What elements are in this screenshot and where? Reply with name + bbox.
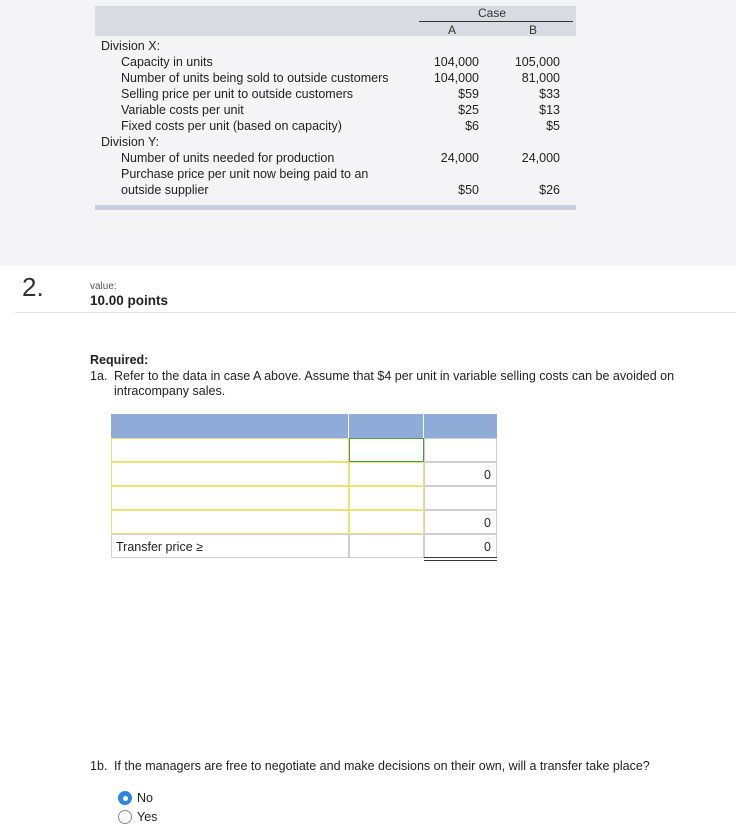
value-a: $59 [458, 87, 479, 101]
value-b: $26 [539, 183, 560, 197]
division-y-label: Division Y: [101, 135, 160, 149]
row-label-continued: outside supplier [121, 183, 209, 197]
divider [15, 312, 736, 313]
radio-option-yes[interactable] [118, 809, 157, 825]
amount-cell [349, 534, 424, 558]
value-b: $5 [546, 119, 560, 133]
question-1a-number: 1a. [90, 369, 108, 383]
total-cell [424, 486, 497, 510]
row-label: Number of units being sold to outside customers [121, 71, 389, 85]
amount-input[interactable] [349, 486, 424, 510]
row-label: Capacity in units [121, 55, 213, 69]
double-underline [424, 557, 497, 558]
label-input[interactable] [111, 438, 349, 462]
value-label: value: [90, 281, 117, 292]
grid-header-cell [424, 414, 497, 438]
radio-label: No [137, 791, 153, 805]
radio-checked-icon[interactable] [118, 791, 132, 805]
value-a: $25 [458, 103, 479, 117]
row-label: Purchase price per unit now being paid to an [121, 167, 369, 181]
value-a: $50 [458, 183, 479, 197]
value-b: $13 [539, 103, 560, 117]
radio-unchecked-icon[interactable] [118, 810, 132, 824]
value-b: 105,000 [514, 55, 560, 69]
label-input[interactable] [111, 462, 349, 486]
question-1b-text: If the managers are free to negotiate and make decisions on their own, will a transfer take place? [114, 759, 650, 773]
value-a: 24,000 [440, 151, 479, 165]
label-input[interactable] [111, 486, 349, 510]
required-heading: Required: [90, 353, 149, 367]
total-cell: 0 [424, 462, 497, 486]
value-a: 104,000 [433, 71, 479, 85]
division-x-label: Division X: [101, 39, 161, 53]
value-b: 24,000 [521, 151, 560, 165]
question-number: 2. [22, 272, 44, 302]
amount-input[interactable] [349, 462, 424, 486]
value-a: 104,000 [433, 55, 479, 69]
row-label: Fixed costs per unit (based on capacity) [121, 119, 342, 133]
case-header: Case [477, 6, 506, 20]
answer-grid [111, 414, 497, 561]
amount-input[interactable] [349, 438, 424, 462]
value-b: 81,000 [521, 71, 560, 85]
value-b: $33 [539, 87, 560, 101]
radio-option-no[interactable] [118, 790, 153, 806]
row-label: Variable costs per unit [121, 103, 244, 117]
transfer-price-label-cell: Transfer price ≥ [111, 534, 349, 558]
points-value: 10.00 points [90, 293, 169, 308]
amount-input[interactable] [349, 510, 424, 534]
case-data-table [95, 6, 576, 210]
column-b-header: B [528, 23, 537, 37]
column-a-header: A [447, 23, 456, 37]
grid-header-cell [111, 414, 348, 438]
value-a: $6 [465, 119, 479, 133]
total-cell: 0 [424, 510, 497, 534]
case-data-panel [0, 0, 736, 266]
question-1b-number: 1b. [90, 759, 108, 773]
transfer-price-total-cell: 0 [424, 534, 497, 558]
radio-label: Yes [137, 810, 158, 824]
row-label: Number of units needed for production [121, 151, 335, 165]
row-label: Selling price per unit to outside customers [121, 87, 354, 101]
table-bottom-bar [95, 205, 576, 210]
question-1a-text: Refer to the data in case A above. Assume that $4 per unit in variable selling costs can be avoided on intracompany sales. [114, 369, 675, 398]
label-input[interactable] [111, 510, 349, 534]
total-cell [424, 438, 497, 462]
grid-header-cell [349, 414, 423, 438]
